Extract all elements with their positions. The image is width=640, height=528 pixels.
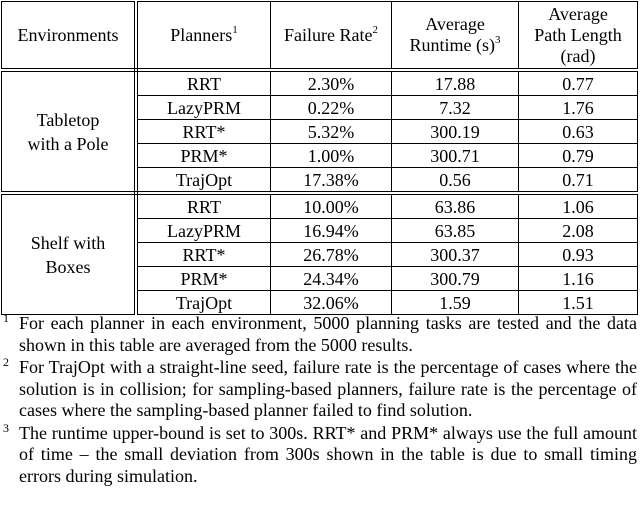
planner-cell: RRT bbox=[136, 70, 271, 96]
planner-cell: RRT* bbox=[136, 243, 271, 267]
results-table bbox=[1, 1, 638, 315]
path-cell: 2.08 bbox=[519, 219, 638, 243]
table-body bbox=[2, 70, 638, 315]
footnote: 3 The runtime upper-bound is set to 300s. RRT* and PRM* always use the full amount of time – the small deviation from 300s shown in the table is due to small timing errors during simulation. bbox=[3, 420, 637, 486]
header-runtime: Average Runtime $(s)^3$ bbox=[392, 2, 519, 71]
environment-line-2: Boxes bbox=[45, 256, 91, 277]
path-cell: 0.93 bbox=[519, 243, 638, 267]
path-cell: 0.71 bbox=[519, 168, 638, 194]
runtime-cell: 300.71 bbox=[392, 144, 519, 168]
environment-line-1: Shelf with bbox=[30, 232, 106, 253]
failure-cell: 1.00% bbox=[271, 144, 392, 168]
runtime-cell: 300.37 bbox=[392, 243, 519, 267]
environment-line-2: with a Pole bbox=[27, 133, 109, 154]
path-cell: 0.63 bbox=[519, 120, 638, 144]
header-planners: Planners$^1$ bbox=[136, 2, 271, 71]
failure-cell: 0.22% bbox=[271, 96, 392, 120]
header-path-length: Average Path Length (rad) bbox=[519, 2, 638, 71]
planner-cell: RRT* bbox=[136, 120, 271, 144]
planner-cell: LazyPRM bbox=[136, 96, 271, 120]
footnote: 1 For each planner in each environment, 5000 planning tasks are tested and the data shown in this table are averaged from the 5000 results. bbox=[3, 311, 637, 355]
environment-cell bbox=[2, 193, 137, 315]
header-failure-rate: Failure Rate$^2$ bbox=[271, 2, 392, 71]
path-cell: 1.76 bbox=[519, 96, 638, 120]
planner-cell: TrajOpt bbox=[136, 291, 271, 315]
runtime-cell: 300.19 bbox=[392, 120, 519, 144]
failure-cell: 24.34% bbox=[271, 267, 392, 291]
failure-cell: 10.00% bbox=[271, 193, 392, 219]
path-cell: 0.79 bbox=[519, 144, 638, 168]
runtime-cell: 7.32 bbox=[392, 96, 519, 120]
table-row bbox=[2, 193, 638, 219]
planner-cell: RRT bbox=[136, 193, 271, 219]
path-cell: 1.51 bbox=[519, 291, 638, 315]
failure-cell: 17.38% bbox=[271, 168, 392, 194]
footnotes bbox=[1, 313, 637, 488]
runtime-cell: 63.85 bbox=[392, 219, 519, 243]
planner-cell: TrajOpt bbox=[136, 168, 271, 194]
runtime-cell: 63.86 bbox=[392, 193, 519, 219]
runtime-cell: 1.59 bbox=[392, 291, 519, 315]
runtime-cell: 300.79 bbox=[392, 267, 519, 291]
table-row bbox=[2, 70, 638, 96]
environment-cell bbox=[2, 70, 137, 193]
environment-line-1: Tabletop bbox=[36, 109, 100, 130]
failure-cell: 26.78% bbox=[271, 243, 392, 267]
header-environments: Environments bbox=[2, 2, 137, 71]
failure-cell: 32.06% bbox=[271, 291, 392, 315]
runtime-cell: 17.88 bbox=[392, 70, 519, 96]
path-cell: 1.06 bbox=[519, 193, 638, 219]
failure-cell: 2.30% bbox=[271, 70, 392, 96]
header-row bbox=[2, 2, 638, 71]
runtime-cell: 0.56 bbox=[392, 168, 519, 194]
failure-cell: 16.94% bbox=[271, 219, 392, 243]
planner-cell: PRM* bbox=[136, 267, 271, 291]
planner-cell: PRM* bbox=[136, 144, 271, 168]
path-cell: 0.77 bbox=[519, 70, 638, 96]
failure-cell: 5.32% bbox=[271, 120, 392, 144]
path-cell: 1.16 bbox=[519, 267, 638, 291]
footnote: 2 For TrajOpt with a straight-line seed, failure rate is the percentage of cases where the solution is in collision; for sampling-based planners, failure rate is the percentage of cases where the sampling-based planner failed to find solution. bbox=[3, 355, 637, 420]
planner-cell: LazyPRM bbox=[136, 219, 271, 243]
